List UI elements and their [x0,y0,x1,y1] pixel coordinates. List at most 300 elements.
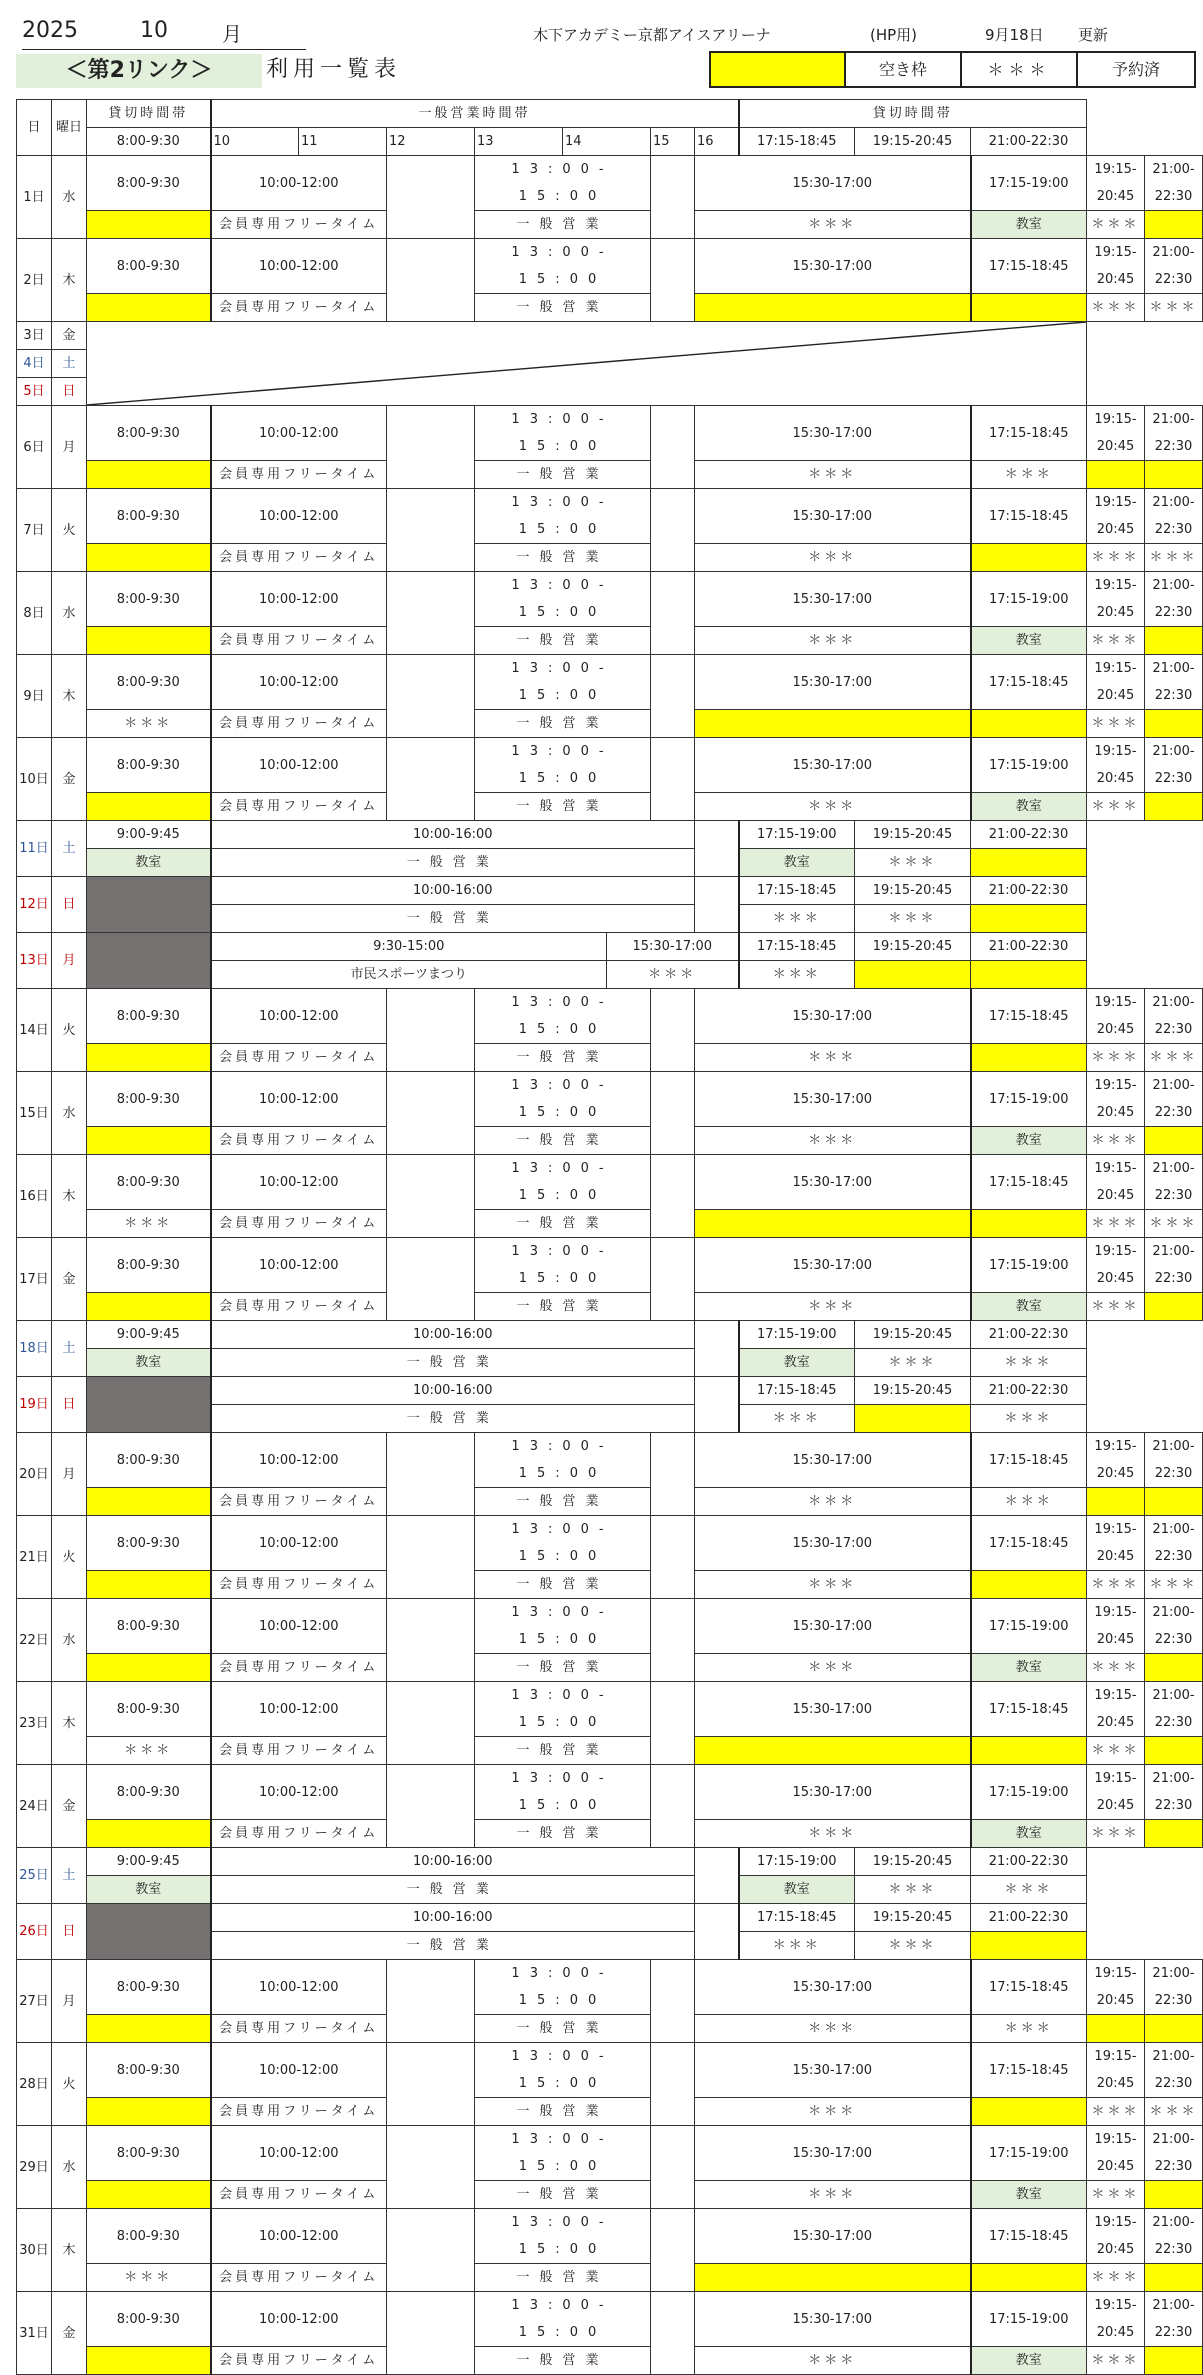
slot-b-status: 会員専用フリータイム [211,1488,387,1516]
table-row [17,933,1203,961]
slot-e-time: 17:15-18:45 [971,989,1087,1044]
slot-gap [651,2043,695,2126]
slot-g-time: 21:00-22:30 [971,1321,1087,1349]
weekday-cell: 木 [52,1682,87,1765]
slot-e-status [971,544,1087,572]
day-cell: 19日 [17,1377,52,1433]
table-row [17,877,1203,905]
slot-f-status: ＊＊＊ [1087,2264,1145,2292]
slot-e-time: 17:15-18:45 [739,877,855,905]
slot-g-status: ＊＊＊ [1145,1044,1203,1072]
weekday-cell: 水 [52,156,87,239]
slot-g-time: 21:00-22:30 [971,1904,1087,1932]
header-slot-e: 17:15-18:45 [739,128,855,156]
slot-e-time: 17:15-19:00 [739,1848,855,1876]
slot-a-time: 8:00-9:30 [87,2126,211,2181]
slot-f-time: 19:15-20:45 [855,1904,971,1932]
legend-yellow-swatch [711,53,846,86]
slot-f-status [855,961,971,989]
slot-f-time: 19:15-20:45 [1087,156,1145,211]
slot-c-status: 一般営業 [475,2098,651,2126]
slot-a-time: 9:00-9:45 [87,1848,211,1876]
legend-free: 空き枠 [846,53,962,86]
slot-e-time: 17:15-18:45 [971,2209,1087,2264]
slot-d-status: ＊＊＊ [695,793,971,821]
slot-g-time: 21:00-22:30 [1145,2209,1203,2264]
slot-b-time: 10:00-12:00 [211,572,387,627]
slot-g-time: 21:00-22:30 [971,877,1087,905]
slot-g-status: ＊＊＊ [971,1876,1087,1904]
slot-a-time: 8:00-9:30 [87,1516,211,1571]
table-row-status [17,1737,1203,1765]
table-row-status [17,2264,1203,2292]
slot-e-time: 17:15-18:45 [971,1516,1087,1571]
table-row [17,1904,1203,1932]
slot-d-time: 15:30-17:00 [695,1155,971,1210]
slot-f-status: ＊＊＊ [1087,1210,1145,1238]
slot-c-status: 一般営業 [475,1127,651,1155]
slot-d-time: 15:30-17:00 [607,933,739,961]
weekday-cell: 火 [52,989,87,1072]
slot-d-status: ＊＊＊ [695,1820,971,1848]
weekday-cell: 日 [52,1904,87,1960]
slot-c-status: 一般営業 [475,294,651,322]
slot-f-time: 19:15-20:45 [855,933,971,961]
slot-e-status: ＊＊＊ [739,1932,855,1960]
slot-d-status: ＊＊＊ [695,544,971,572]
slot-a-time: 8:00-9:30 [87,572,211,627]
slot-e-status [971,2098,1087,2126]
legend-asterisk: ＊＊＊ [962,53,1078,86]
slot-e-time: 17:15-19:00 [971,2126,1087,2181]
slot-g-time: 21:00-22:30 [1145,1960,1203,2015]
slot-a-time: 8:00-9:30 [87,655,211,710]
slot-b-time: 10:00-12:00 [211,239,387,294]
slot-a-status [87,1044,211,1072]
general-status: 一般営業 [211,1349,695,1377]
slot-d-time: 15:30-17:00 [695,1960,971,2015]
table-row-status [17,1210,1203,1238]
slot-b-time: 10:00-12:00 [211,989,387,1044]
table-row-status [17,294,1203,322]
slot-a-status: ＊＊＊ [87,1737,211,1765]
slot-f-time: 19:15-20:45 [1087,2292,1145,2347]
slot-gap [387,1072,475,1155]
slot-d-time: 15:30-17:00 [695,1433,971,1488]
slot-f-time: 19:15-20:45 [855,1321,971,1349]
header-charter-left: 貸切時間帯 [87,100,211,128]
slot-e-time: 17:15-18:45 [971,406,1087,461]
slot-b-status: 会員専用フリータイム [211,1571,387,1599]
slot-c-time: 13:00-15:00 [475,2126,651,2181]
slot-a-status [87,544,211,572]
slot-d-time: 15:30-17:00 [695,2126,971,2181]
slot-f-status: ＊＊＊ [855,849,971,877]
slot-d-time: 15:30-17:00 [695,2043,971,2098]
table-row [17,1848,1203,1876]
slot-a-time: 8:00-9:30 [87,406,211,461]
day-cell: 26日 [17,1904,52,1960]
weekday-cell: 木 [52,1155,87,1238]
slot-d-status: ＊＊＊ [695,2347,971,2375]
slot-gap [387,1599,475,1682]
slot-a-status [87,1488,211,1516]
slot-c-status: 一般営業 [475,1488,651,1516]
header-slot-f: 19:15-20:45 [855,128,971,156]
slot-e-status: ＊＊＊ [971,1488,1087,1516]
slot-f-status: ＊＊＊ [1087,627,1145,655]
slot-f-status: ＊＊＊ [1087,2181,1145,2209]
day-cell: 25日 [17,1848,52,1904]
slot-b-time: 10:00-12:00 [211,738,387,793]
table-row-status [17,1820,1203,1848]
weekday-cell: 金 [52,1238,87,1321]
slot-b-status: 会員専用フリータイム [211,1737,387,1765]
slot-e-time: 17:15-18:45 [739,933,855,961]
slot-d-time: 15:30-17:00 [695,1516,971,1571]
slot-g-status [1145,2015,1203,2043]
slot-f-status: ＊＊＊ [1087,294,1145,322]
slot-a-time: 8:00-9:30 [87,1155,211,1210]
table-row [17,738,1203,793]
slot-gap [651,2126,695,2209]
slot-gap [651,2292,695,2375]
weekday-cell: 土 [52,821,87,877]
header-hour-tick: 14 [563,128,651,156]
slot-c-time: 13:00-15:00 [475,489,651,544]
slot-a-time: 8:00-9:30 [87,2209,211,2264]
table-row-status [17,1571,1203,1599]
slot-d-status: ＊＊＊ [695,1127,971,1155]
slot-g-status: ＊＊＊ [1145,294,1203,322]
slot-gap [651,1155,695,1238]
slot-f-status [855,1405,971,1433]
slot-e-status: 教室 [971,2347,1087,2375]
slot-g-time: 21:00-22:30 [971,1377,1087,1405]
slot-b-time: 10:00-12:00 [211,489,387,544]
slot-g-time: 21:00-22:30 [1145,738,1203,793]
slot-c-status: 一般営業 [475,1820,651,1848]
slot-g-status [1145,710,1203,738]
day-cell: 20日 [17,1433,52,1516]
event-time: 9:30-15:00 [211,933,607,961]
slot-b-status: 会員専用フリータイム [211,544,387,572]
slot-a-status [87,1820,211,1848]
slot-f-status: ＊＊＊ [855,1349,971,1377]
general-time: 10:00-16:00 [211,877,695,905]
table-row [17,821,1203,849]
slot-c-status: 一般営業 [475,1210,651,1238]
slot-gap [387,655,475,738]
slot-b-status: 会員専用フリータイム [211,211,387,239]
table-row [17,2292,1203,2347]
table-row [17,1321,1203,1349]
slot-e-time: 17:15-19:00 [971,572,1087,627]
slot-e-time: 17:15-19:00 [971,738,1087,793]
day-cell: 6日 [17,406,52,489]
slot-c-time: 13:00-15:00 [475,655,651,710]
slot-gap [387,572,475,655]
slot-d-status: ＊＊＊ [695,2098,971,2126]
slot-a-status: ＊＊＊ [87,1210,211,1238]
table-row [17,2043,1203,2098]
slot-a-status: 教室 [87,849,211,877]
unavailable-block [87,1904,211,1960]
slot-c-status: 一般営業 [475,710,651,738]
slot-e-time: 17:15-18:45 [971,2043,1087,2098]
weekday-cell: 金 [52,738,87,821]
header-day: 日 [17,100,52,156]
slot-e-time: 17:15-19:00 [971,1599,1087,1654]
table-row [17,1599,1203,1654]
slot-a-status [87,2098,211,2126]
slot-gap [651,1765,695,1848]
slot-d-status: ＊＊＊ [695,1044,971,1072]
slot-c-status: 一般営業 [475,544,651,572]
slot-e-status: 教室 [971,1820,1087,1848]
slot-f-time: 19:15-20:45 [855,1848,971,1876]
slot-c-time: 13:00-15:00 [475,1682,651,1737]
slot-gap [651,1599,695,1682]
table-row [17,2126,1203,2181]
slot-e-status [971,294,1087,322]
day-cell: 30日 [17,2209,52,2292]
slot-a-time: 8:00-9:30 [87,1960,211,2015]
table-row [17,989,1203,1044]
legend-reserved: 予約済 [1111,60,1160,79]
slot-b-time: 10:00-12:00 [211,1155,387,1210]
slot-gap [695,821,739,877]
weekday-cell: 水 [52,572,87,655]
slot-g-status [1145,211,1203,239]
slot-d-time: 15:30-17:00 [695,239,971,294]
table-row-status [17,793,1203,821]
table-row [17,1072,1203,1127]
slot-f-status: ＊＊＊ [1087,1820,1145,1848]
slot-c-status: 一般営業 [475,2264,651,2292]
slot-g-status [1145,793,1203,821]
slot-gap [387,2209,475,2292]
slot-b-status: 会員専用フリータイム [211,710,387,738]
slot-a-status: ＊＊＊ [87,710,211,738]
slot-g-status: ＊＊＊ [1145,1571,1203,1599]
day-cell: 29日 [17,2126,52,2209]
slot-gap [387,1155,475,1238]
weekday-cell: 水 [52,2126,87,2209]
day-cell: 5日 [17,378,52,406]
slot-c-status: 一般営業 [475,627,651,655]
day-cell: 4日 [17,350,52,378]
slot-e-status [971,2264,1087,2292]
slot-gap [651,239,695,322]
slot-c-status: 一般営業 [475,1654,651,1682]
slot-b-time: 10:00-12:00 [211,1072,387,1127]
slot-g-time: 21:00-22:30 [971,1848,1087,1876]
slot-g-status [1145,2264,1203,2292]
slot-e-time: 17:15-18:45 [971,655,1087,710]
general-time: 10:00-16:00 [211,1904,695,1932]
slot-g-time: 21:00-22:30 [1145,406,1203,461]
slot-b-status: 会員専用フリータイム [211,627,387,655]
unavailable-block [87,933,211,989]
slot-g-time: 21:00-22:30 [1145,156,1203,211]
slot-f-time: 19:15-20:45 [1087,1238,1145,1293]
slot-f-time: 19:15-20:45 [1087,2209,1145,2264]
slot-c-time: 13:00-15:00 [475,2292,651,2347]
slot-a-status [87,1293,211,1321]
closed-diagonal-line [87,322,1086,405]
slot-e-time: 17:15-18:45 [971,1682,1087,1737]
table-row-status [17,461,1203,489]
slot-a-status [87,1654,211,1682]
slot-a-time: 9:00-9:45 [87,1321,211,1349]
slot-f-time: 19:15-20:45 [855,1377,971,1405]
weekday-cell: 土 [52,1848,87,1904]
slot-c-time: 13:00-15:00 [475,239,651,294]
slot-c-time: 13:00-15:00 [475,1765,651,1820]
slot-g-status [1145,2181,1203,2209]
slot-f-time: 19:15-20:45 [1087,1155,1145,1210]
slot-d-status: ＊＊＊ [695,461,971,489]
header-hour-tick: 10 [211,128,299,156]
slot-g-status [971,905,1087,933]
table-row [17,1433,1203,1488]
table-row-status [17,1654,1203,1682]
slot-d-status: ＊＊＊ [695,1654,971,1682]
slot-gap [387,2292,475,2375]
header-charter-right: 貸切時間帯 [739,100,1087,128]
header-slot-g: 21:00-22:30 [971,128,1087,156]
slot-e-status: ＊＊＊ [971,2015,1087,2043]
table-row [17,1765,1203,1820]
slot-b-status: 会員専用フリータイム [211,1820,387,1848]
slot-gap [695,1848,739,1904]
legend [709,51,1196,88]
slot-e-status: ＊＊＊ [739,961,855,989]
slot-a-time: 8:00-9:30 [87,1072,211,1127]
day-cell: 24日 [17,1765,52,1848]
slot-g-time: 21:00-22:30 [1145,2126,1203,2181]
hp-label: (HP用) [870,26,918,44]
slot-d-time: 15:30-17:00 [695,1765,971,1820]
slot-e-status: 教室 [739,1349,855,1377]
slot-f-status: ＊＊＊ [1087,710,1145,738]
slot-f-time: 19:15-20:45 [1087,489,1145,544]
slot-f-time: 19:15-20:45 [1087,1516,1145,1571]
update-label: 更新 [1078,26,1109,44]
slot-e-status: 教室 [971,2181,1087,2209]
header-hour-tick: 16 [695,128,739,156]
slot-d-status: ＊＊＊ [695,1571,971,1599]
slot-g-time: 21:00-22:30 [1145,1516,1203,1571]
table-row-status [17,710,1203,738]
weekday-cell: 火 [52,2043,87,2126]
slot-b-time: 10:00-12:00 [211,156,387,211]
weekday-cell: 水 [52,1072,87,1155]
day-cell: 23日 [17,1682,52,1765]
table-row [17,2209,1203,2264]
slot-e-time: 17:15-18:45 [971,1155,1087,1210]
slot-gap [387,1682,475,1765]
slot-g-time: 21:00-22:30 [1145,1155,1203,1210]
slot-f-time: 19:15-20:45 [1087,239,1145,294]
slot-f-time: 19:15-20:45 [1087,655,1145,710]
slot-e-status: 教室 [739,1876,855,1904]
slot-f-status: ＊＊＊ [855,1932,971,1960]
slot-b-time: 10:00-12:00 [211,2126,387,2181]
slot-c-time: 13:00-15:00 [475,1238,651,1293]
slot-f-time: 19:15-20:45 [1087,1765,1145,1820]
slot-c-time: 13:00-15:00 [475,1433,651,1488]
event-name: 市民スポーツまつり [211,961,607,989]
slot-a-status [87,627,211,655]
day-cell: 3日 [17,322,52,350]
slot-a-time: 8:00-9:30 [87,2292,211,2347]
slot-a-time: 9:00-9:45 [87,821,211,849]
slot-g-time: 21:00-22:30 [1145,2043,1203,2098]
slot-g-status [1145,1820,1203,1848]
table-row-status [17,1044,1203,1072]
slot-f-status: ＊＊＊ [1087,1654,1145,1682]
slot-f-time: 19:15-20:45 [1087,406,1145,461]
table-row-status [17,849,1203,877]
slot-a-time: 8:00-9:30 [87,989,211,1044]
slot-f-status [1087,1488,1145,1516]
unavailable-block [87,1377,211,1433]
slot-a-time: 8:00-9:30 [87,1238,211,1293]
venue-name: 木下アカデミー京都アイスアリーナ [533,26,771,44]
slot-gap [651,489,695,572]
table-row [17,1238,1203,1293]
slot-a-time: 8:00-9:30 [87,1433,211,1488]
slot-a-time: 8:00-9:30 [87,489,211,544]
slot-e-time: 17:15-18:45 [971,1433,1087,1488]
slot-g-time: 21:00-22:30 [1145,989,1203,1044]
table-row-status [17,1488,1203,1516]
slot-c-status: 一般営業 [475,1293,651,1321]
slot-e-status [971,1571,1087,1599]
weekday-cell: 木 [52,655,87,738]
slot-e-time: 17:15-18:45 [739,1377,855,1405]
slot-gap [651,156,695,239]
slot-d-status: ＊＊＊ [695,1488,971,1516]
slot-c-status: 一般営業 [475,2347,651,2375]
slot-d-time: 15:30-17:00 [695,2292,971,2347]
schedule-table [16,99,1203,2375]
slot-d-time: 15:30-17:00 [695,2209,971,2264]
table-row [17,156,1203,211]
slot-g-status [1145,2347,1203,2375]
slot-d-status [695,2264,971,2292]
slot-f-time: 19:15-20:45 [1087,738,1145,793]
slot-gap [387,1238,475,1321]
slot-b-status: 会員専用フリータイム [211,2181,387,2209]
slot-e-time: 17:15-19:00 [971,1238,1087,1293]
slot-gap [387,1516,475,1599]
slot-d-time: 15:30-17:00 [695,406,971,461]
general-time: 10:00-16:00 [211,1377,695,1405]
slot-g-time: 21:00-22:30 [1145,1765,1203,1820]
header-hour-tick: 11 [299,128,387,156]
slot-b-time: 10:00-12:00 [211,655,387,710]
slot-gap [387,989,475,1072]
slot-g-status: ＊＊＊ [1145,544,1203,572]
slot-e-status [971,1210,1087,1238]
slot-f-status [1087,461,1145,489]
slot-g-time: 21:00-22:30 [1145,1433,1203,1488]
slot-gap [651,2209,695,2292]
slot-gap [387,489,475,572]
